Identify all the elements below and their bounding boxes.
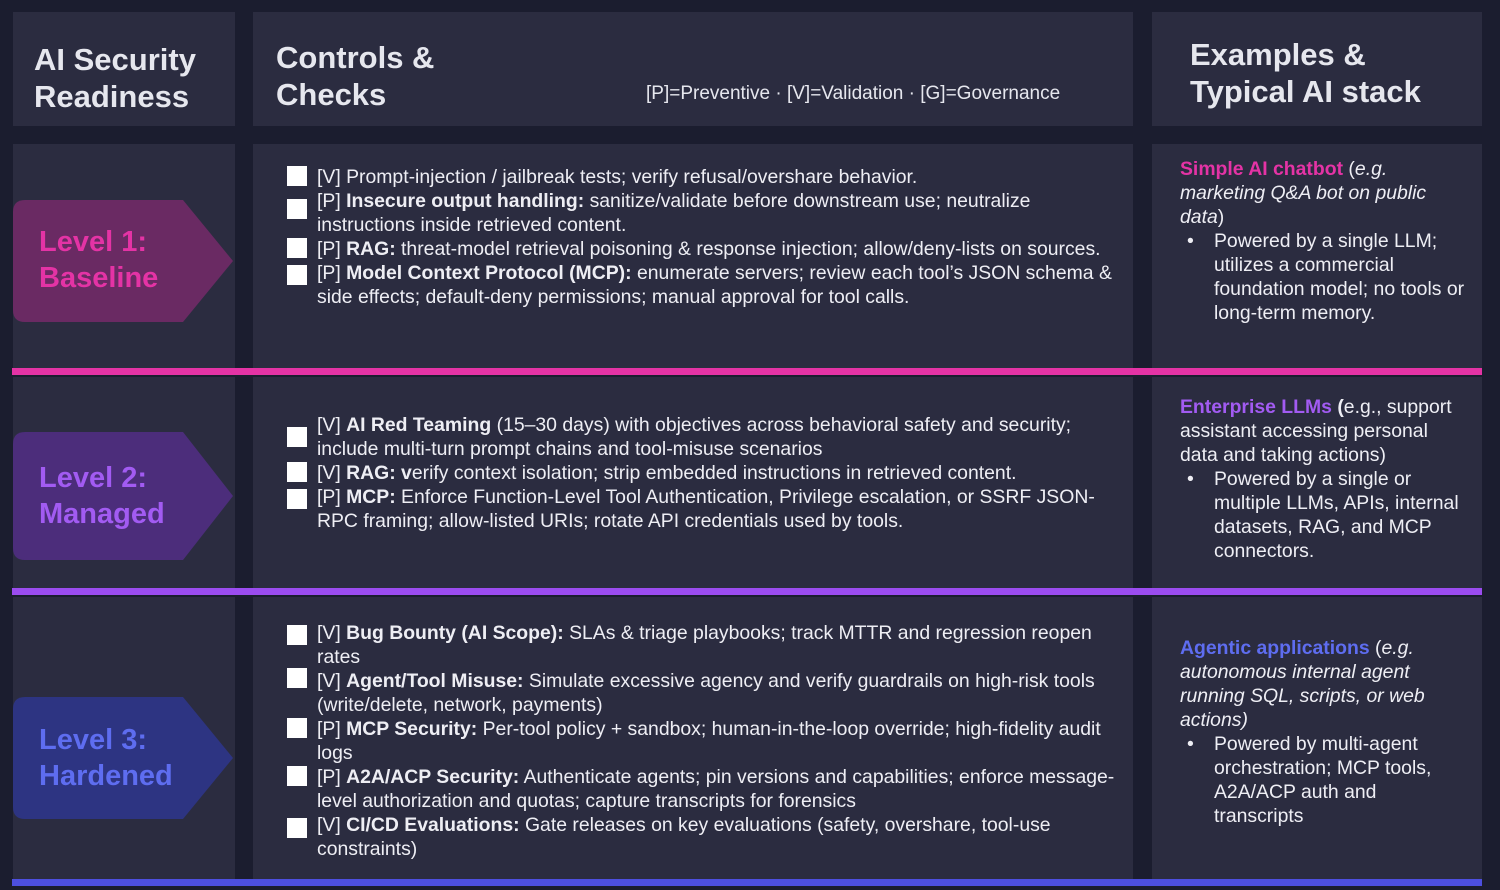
level2-example (1180, 395, 1470, 563)
checkbox[interactable] (287, 489, 307, 509)
check-bold: A2A/ACP Security: (346, 766, 520, 788)
check-item (287, 621, 1117, 669)
level2-checks (287, 413, 1117, 533)
check-item (287, 189, 1117, 237)
check-item (287, 669, 1117, 717)
check-bold: MCP Security: (346, 718, 478, 740)
example-bullet: • Powered by a single or multiple LLMs, APIs, internal datasets, RAG, and MCP connectors. (1214, 467, 1470, 563)
example-paren: ( (1331, 396, 1344, 418)
checkbox[interactable] (287, 718, 307, 738)
check-tag: [P] (317, 766, 341, 788)
level1-example (1180, 157, 1470, 325)
example-paren: ) (1241, 709, 1248, 731)
header-controls-title: Controls & Checks (276, 40, 435, 112)
example-title: Simple AI chatbot (1180, 158, 1344, 180)
check-bold: CI/CD Evaluations: (346, 814, 520, 836)
check-item (287, 413, 1117, 461)
checkbox[interactable] (287, 166, 307, 186)
check-text: Per-tool policy + sandbox; human-in-the-loop override; high-fidelity audit logs (317, 718, 1101, 764)
example-heading (1180, 157, 1470, 229)
check-item (287, 765, 1117, 813)
example-desc: e.g. autonomous internal agent running SQL, scripts, or web actions (1180, 637, 1425, 731)
example-bullet: • Powered by multi-agent orchestration; MCP tools, A2A/ACP auth and transcripts (1214, 732, 1470, 828)
example-paren: ) (1379, 444, 1386, 466)
level3-divider (12, 879, 1482, 886)
level1-label: Level 1: Baseline (39, 226, 159, 294)
example-heading (1180, 636, 1470, 732)
check-tag: [P] (317, 262, 341, 284)
check-item (287, 461, 1117, 485)
example-bullets (1180, 732, 1470, 828)
example-desc: e.g. marketing Q&A bot on public data (1180, 158, 1427, 228)
check-bold: Model Context Protocol (MCP): (346, 262, 632, 284)
checkbox[interactable] (287, 265, 307, 285)
checkbox[interactable] (287, 818, 307, 838)
checkbox[interactable] (287, 199, 307, 219)
example-title: Agentic applications (1180, 637, 1370, 659)
check-text: (15–30 days) with objectives across behavioral safety and security; include multi-turn prompt chains and tool-misuse scenarios (317, 414, 1072, 460)
check-text: Simulate excessive agency and verify guardrails on high-risk tools (write/delete, network, payments) (317, 670, 1095, 716)
check-tag: [V] (317, 414, 341, 436)
check-tag: [V] (317, 462, 341, 484)
check-tag: [P] (317, 190, 341, 212)
check-tag: [V] (317, 670, 341, 692)
example-bullets (1180, 229, 1470, 325)
check-bold: RAG: (346, 238, 396, 260)
check-bold: Agent/Tool Misuse: (346, 670, 524, 692)
check-tag: [P] (317, 718, 341, 740)
checkbox[interactable] (287, 238, 307, 258)
check-text: erify context isolation; strip embedded instructions in retrieved content. (411, 462, 1017, 484)
check-text: Authenticate agents; pin versions and capabilities; enforce message-level authorization and quotas; capture transcripts for forensics (317, 766, 1115, 812)
check-item (287, 165, 1117, 189)
level2-divider (12, 588, 1482, 595)
checkbox[interactable] (287, 462, 307, 482)
check-tag: [P] (317, 238, 341, 260)
example-title: Enterprise LLMs (1180, 396, 1332, 418)
example-heading (1180, 395, 1470, 467)
check-tag: [V] (317, 814, 341, 836)
check-bold: AI Red Teaming (346, 414, 492, 436)
check-tag: [V] (317, 166, 341, 188)
check-bold: Bug Bounty (AI Scope): (346, 622, 564, 644)
check-text: SLAs & triage playbooks; track MTTR and regression reopen rates (317, 622, 1092, 668)
header-legend: [P]=Preventive · [V]=Validation · [G]=Governance (646, 83, 1061, 104)
check-text: Prompt-injection / jailbreak tests; verify refusal/overshare behavior. (340, 166, 918, 188)
check-text: enumerate servers; review each tool’s JSON schema & side effects; default-deny permissions; manual approval for tool calls. (317, 262, 1112, 308)
check-item (287, 813, 1117, 861)
example-bullets (1180, 467, 1470, 563)
check-item (287, 261, 1117, 309)
example-paren: ( (1343, 158, 1355, 180)
level1-checks (287, 165, 1117, 309)
level3-label: Level 3: Hardened (39, 724, 173, 792)
check-item (287, 485, 1117, 533)
header-readiness-title: AI Security Readiness (34, 42, 196, 114)
check-text: Enforce Function-Level Tool Authentication, Privilege escalation, or SSRF JSON-RPC framing; allow-listed URIs; rotate API credentials used by tools. (317, 486, 1095, 532)
check-text: sanitize/validate before downstream use; neutralize instructions inside retrieved content. (317, 190, 1031, 236)
checkbox[interactable] (287, 668, 307, 688)
check-bold: RAG: v (346, 462, 412, 484)
example-paren: ) (1217, 206, 1225, 228)
check-bold: MCP: (346, 486, 396, 508)
checkbox[interactable] (287, 427, 307, 447)
check-bold: Insecure output handling: (346, 190, 585, 212)
example-desc: e.g., support assistant accessing personal data and taking actions (1180, 396, 1452, 466)
example-bullet: • Powered by a single LLM; utilizes a commercial foundation model; no tools or long-term memory. (1214, 229, 1470, 325)
level2-label: Level 2: Managed (39, 462, 165, 530)
header-examples-title: Examples & Typical AI stack (1190, 37, 1421, 109)
level3-checks (287, 621, 1117, 861)
example-paren: ( (1369, 637, 1382, 659)
check-text: Gate releases on key evaluations (safety, overshare, tool-use constraints) (317, 814, 1051, 860)
check-tag: [V] (317, 622, 341, 644)
level1-divider (12, 368, 1482, 375)
level3-example (1180, 636, 1470, 828)
checkbox[interactable] (287, 625, 307, 645)
check-text: threat-model retrieval poisoning & response injection; allow/deny-lists on sources. (395, 238, 1101, 260)
check-item (287, 717, 1117, 765)
checkbox[interactable] (287, 766, 307, 786)
check-tag: [P] (317, 486, 341, 508)
check-item (287, 237, 1117, 261)
